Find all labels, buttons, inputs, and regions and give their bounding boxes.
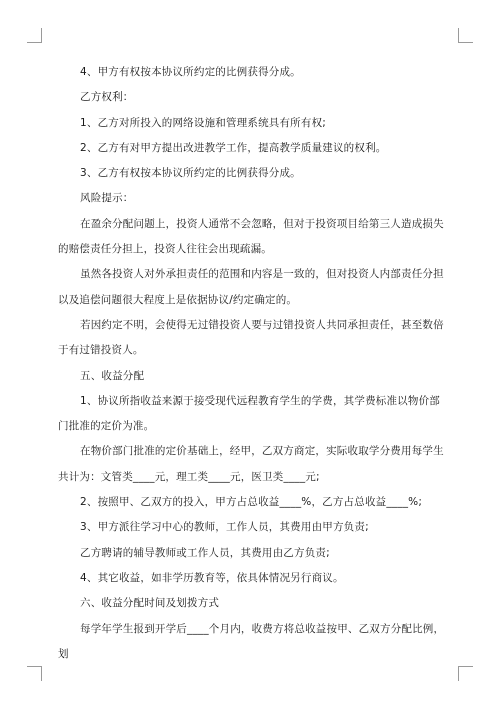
crop-mark-bottom-right (458, 666, 473, 681)
crop-mark-bottom-left (27, 666, 42, 681)
crop-mark-top-right (458, 28, 473, 43)
paragraph: 3、甲方派往学习中心的教师，工作人员，其费用由甲方负责; (80, 521, 369, 534)
paragraph: 若因约定不明，会使得无过错投资人要与过错投资人共同承担责任，甚至数倍于有过错投资人。 (58, 318, 444, 357)
paragraph: 乙方权利： (80, 91, 134, 104)
paragraph: 4、甲方有权按本协议所约定的比例获得分成。 (80, 66, 301, 78)
section-heading: 六、收益分配时间及划拨方式 (80, 597, 220, 610)
document-body (58, 60, 446, 667)
paragraph: 虽然各投资人对外承担责任的范围和内容是一致的，但对投资人内部责任分担以及追偿问题很大程度上是依据协议/约定确定的。 (58, 268, 444, 306)
paragraph: 3、乙方有权按本协议所约定的比例获得分成。 (80, 167, 301, 180)
paragraph: 每学年学生报到开学后____个月内，收费方将总收益按甲、乙双方分配比例，划 (58, 622, 445, 660)
paragraph: 风险提示： (80, 192, 134, 205)
paragraph: 在物价部门批准的定价基础上，经甲，乙双方商定，实际收取学分费用每学生共计为：文管类____元，理工类____元，医卫类____元; (58, 445, 444, 483)
paragraph: 1、乙方对所投入的网络设施和管理系统具有所有权; (80, 116, 327, 129)
paragraph: 1、协议所指收益来源于接受现代远程教育学生的学费，其学费标准以物价部门批准的定价为准。 (58, 394, 440, 433)
paragraph: 在盈余分配问题上，投资人通常不会忽略，但对于投资项目给第三人造成损失的赔偿责任分担上，投资人往往会出现疏漏。 (58, 217, 444, 256)
section-heading: 五、收益分配 (80, 369, 145, 382)
paragraph: 2、按照甲、乙双方的投入，甲方占总收益____%，乙方占总收益____%; (80, 496, 423, 509)
crop-mark-top-left (27, 28, 42, 43)
paragraph: 2、乙方有对甲方提出改进教学工作，提高教学质量建议的权利。 (80, 141, 387, 154)
paragraph: 4、其它收益，如非学历教育等，依具体情况另行商议。 (80, 571, 344, 584)
paragraph: 乙方聘请的辅导教师或工作人员，其费用由乙方负责; (80, 546, 330, 559)
